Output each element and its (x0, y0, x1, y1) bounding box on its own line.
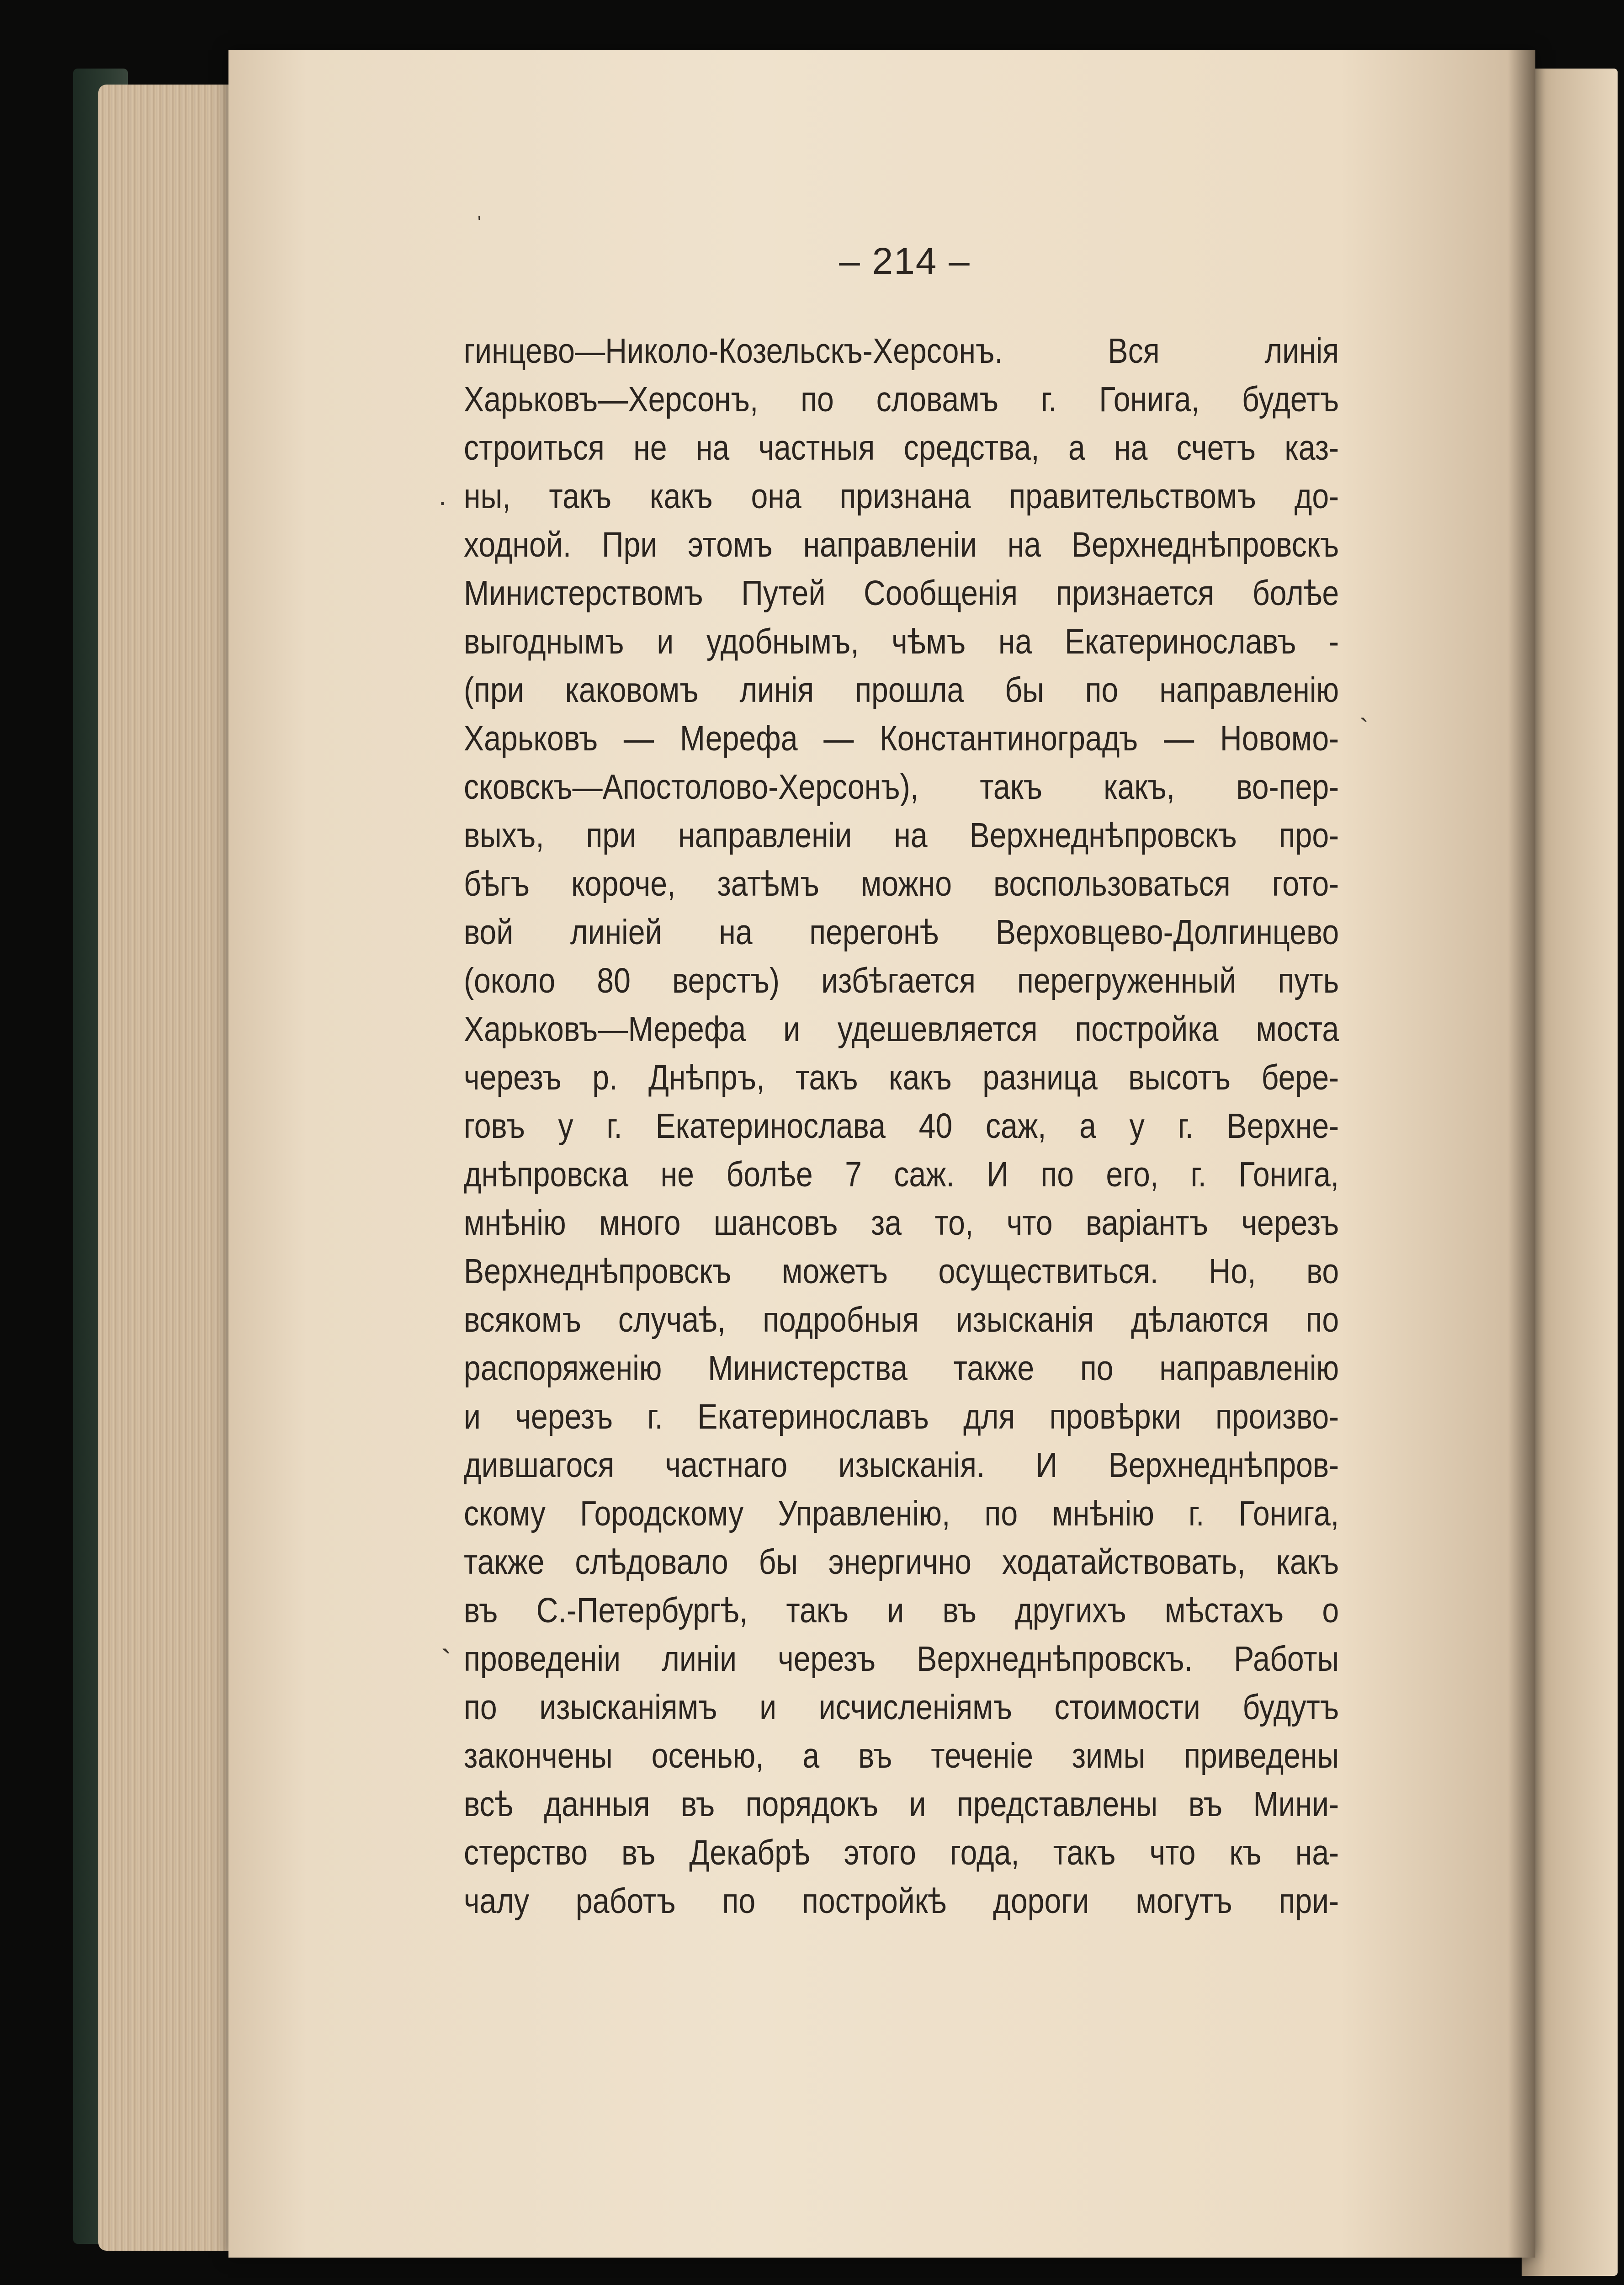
text-line: въ С.-Петербургѣ, такъ и въ другихъ мѣстахъ о (464, 1591, 1339, 1630)
text-line: черезъ р. Днѣпръ, такъ какъ разница высотъ бере- (464, 1058, 1339, 1097)
facing-page-edge (1522, 69, 1618, 2276)
margin-mark-dot: . (439, 480, 446, 511)
text-line: выхъ, при направленіи на Верхнеднѣпровскъ про- (464, 816, 1339, 855)
text-line: всякомъ случаѣ, подробныя изысканія дѣлаются по (464, 1300, 1339, 1339)
body-text (464, 327, 1339, 1925)
text-line: гинцево—Николо-Козельскъ-Херсонъ. Вся линія (464, 331, 1339, 371)
text-line: строиться не на частныя средства, а на счетъ каз- (464, 428, 1339, 468)
text-line: распоряженію Министерства также по направленію (464, 1349, 1339, 1388)
text-line: стерство въ Декабрѣ этого года, такъ что къ на- (464, 1833, 1339, 1872)
text-line: чалу работъ по постройкѣ дороги могутъ при- (464, 1881, 1339, 1921)
text-line: Министерствомъ Путей Сообщенія признается болѣе (464, 574, 1339, 613)
page-number: – 214 – (839, 240, 971, 282)
text-line: сковскъ—Апостолово-Херсонъ), такъ какъ, во-пер- (464, 767, 1339, 807)
text-line: по изысканіямъ и исчисленіямъ стоимости будутъ (464, 1688, 1339, 1727)
text-line: Харьковъ—Херсонъ, по словамъ г. Гонига, будетъ (464, 380, 1339, 419)
text-line: проведеніи линіи черезъ Верхнеднѣпровскъ. Работы (464, 1639, 1339, 1679)
margin-mark-tick: ` (441, 1643, 452, 1679)
margin-mark-dot: ' (478, 213, 481, 233)
text-line: и черезъ г. Екатеринославъ для провѣрки произво- (464, 1397, 1339, 1436)
text-line: скому Городскому Управленію, по мнѣнію г. Гонига, (464, 1494, 1339, 1533)
text-line: Харьковъ—Мерефа и удешевляется постройка моста (464, 1010, 1339, 1049)
text-line: Верхнеднѣпровскъ можетъ осуществиться. Но, во (464, 1252, 1339, 1291)
text-line: ходной. При этомъ направленіи на Верхнеднѣпровскъ (464, 525, 1339, 564)
margin-mark-tick: ` (1359, 713, 1369, 744)
text-line: (около 80 верстъ) избѣгается перегруженный путь (464, 961, 1339, 1000)
text-line: ны, такъ какъ она признана правительствомъ до- (464, 477, 1339, 516)
text-line: говъ у г. Екатеринослава 40 саж, а у г. Верхне- (464, 1106, 1339, 1146)
text-line: закончены осенью, а въ теченіе зимы приведены (464, 1736, 1339, 1775)
text-line: Харьковъ — Мерефа — Константиноградъ — Новомо- (464, 719, 1339, 758)
text-line: вой линіей на перегонѣ Верховцево-Долгинцево (464, 913, 1339, 952)
text-line: дившагося частнаго изысканія. И Верхнеднѣпров- (464, 1445, 1339, 1485)
page-stack-edges (98, 85, 249, 2251)
text-line: (при каковомъ линія прошла бы по направленію (464, 670, 1339, 710)
text-line: всѣ данныя въ порядокъ и представлены въ Мини- (464, 1785, 1339, 1824)
gutter-shadow (1508, 50, 1535, 2258)
text-line: днѣпровска не болѣе 7 саж. И по его, г. Гонига, (464, 1155, 1339, 1194)
text-line: выгоднымъ и удобнымъ, чѣмъ на Екатеринославъ - (464, 622, 1339, 661)
text-line: мнѣнію много шансовъ за то, что варіантъ черезъ (464, 1203, 1339, 1243)
text-line: также слѣдовало бы энергично ходатайствовать, какъ (464, 1542, 1339, 1582)
text-line: бѣгъ короче, затѣмъ можно воспользоваться гото- (464, 864, 1339, 903)
